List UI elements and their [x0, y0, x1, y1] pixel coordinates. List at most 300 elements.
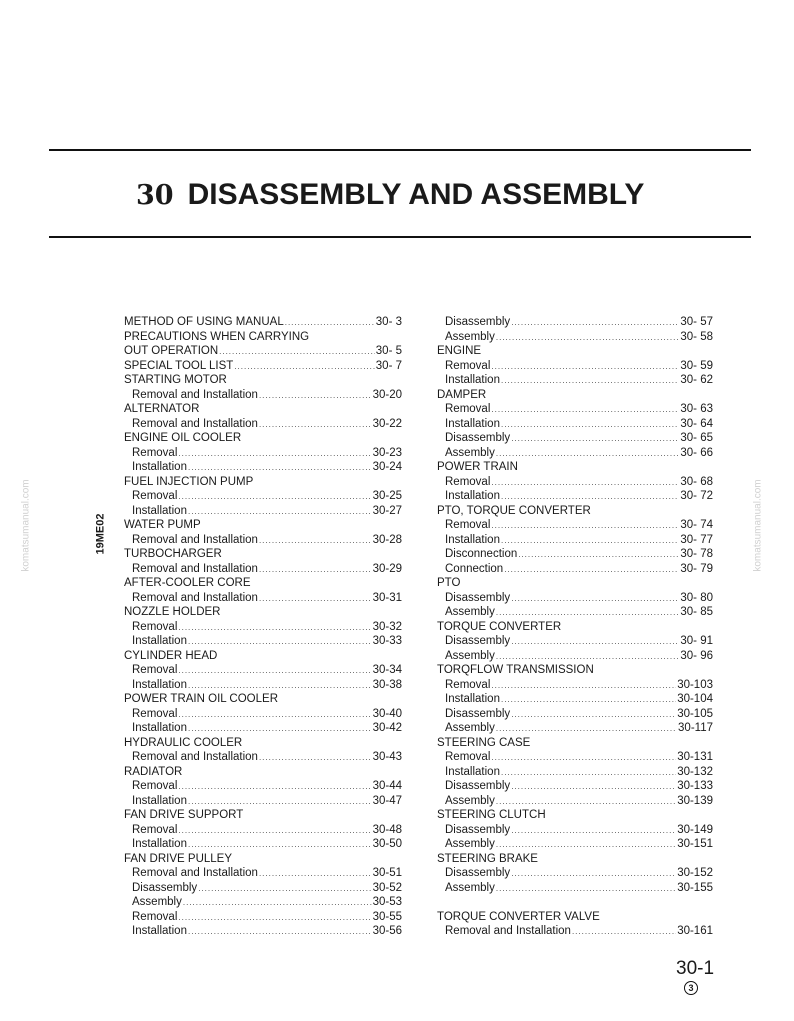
toc-entry-title: POWER TRAIN OIL COOLER: [124, 693, 278, 705]
toc-entry: [124, 388, 402, 403]
header-rule-bottom: [49, 236, 751, 238]
toc-entry-title: Removal and Installation: [132, 591, 258, 604]
toc-dot-leader: [178, 780, 371, 795]
toc-dot-leader: [198, 882, 371, 897]
toc-entry-title: FAN DRIVE PULLEY: [124, 852, 233, 865]
page-number: 30-1: [676, 958, 715, 979]
toc-page-ref: 30-56: [372, 925, 402, 937]
toc-entry: [437, 315, 713, 330]
side-document-code: 19ME02: [94, 513, 107, 555]
toc-page-ref: 30-53: [372, 896, 402, 908]
toc-page-ref: 30- 91: [680, 635, 713, 647]
toc-entry: [437, 750, 713, 765]
toc-dot-leader: [501, 766, 676, 781]
toc-entry: [437, 692, 713, 707]
toc-entry-title: NOZZLE HOLDER: [124, 606, 221, 618]
toc-entry-title: ENGINE: [437, 345, 482, 357]
toc-dot-leader: [178, 447, 371, 462]
toc-entry: [437, 562, 713, 577]
toc-entry: [437, 489, 713, 504]
toc-entry-title: Assembly: [445, 649, 495, 662]
toc-dot-leader: [491, 403, 679, 418]
toc-dot-leader: [501, 534, 679, 549]
toc-dot-leader: [496, 882, 676, 897]
toc-dot-leader: [234, 360, 374, 375]
toc-entry-title: Installation: [132, 722, 187, 734]
toc-page-ref: 30-34: [372, 664, 402, 676]
toc-entry: [124, 910, 402, 925]
toc-page-ref: 30- 66: [680, 446, 713, 459]
toc-dot-leader: [511, 432, 679, 447]
chapter-title: [136, 178, 644, 212]
toc-entry-title: Installation: [132, 678, 187, 691]
revision-mark: 3: [684, 981, 698, 995]
toc-entry-title: Installation: [445, 374, 500, 386]
toc-entry: [437, 591, 713, 606]
toc-entry: [437, 794, 713, 809]
toc-entry: [124, 707, 402, 722]
toc-entry-title: Disassembly: [445, 707, 511, 720]
toc-entry-title: CYLINDER HEAD: [124, 649, 218, 662]
toc-section-heading: [124, 315, 402, 330]
toc-section-heading: [437, 388, 713, 403]
toc-page-ref: 30- 64: [680, 417, 713, 430]
toc-section-heading: [124, 359, 402, 374]
toc-entry-title: Removal: [132, 780, 178, 792]
toc-dot-leader: [491, 751, 676, 766]
toc-dot-leader: [188, 461, 372, 476]
toc-entry-title: HYDRAULIC COOLER: [124, 736, 243, 749]
toc-page-ref: 30-22: [372, 417, 402, 430]
toc-entry-title: ENGINE OIL COOLER: [124, 432, 242, 444]
toc-page-ref: 30-105: [677, 707, 713, 720]
toc-entry: [437, 678, 713, 693]
toc-entry-title: Removal: [132, 490, 178, 502]
toc-entry-title: Installation: [132, 461, 187, 473]
toc-dot-leader: [511, 592, 679, 607]
toc-entry-title: Removal and Installation: [132, 751, 258, 763]
toc-section-heading: [124, 402, 402, 417]
toc-dot-leader: [178, 911, 371, 926]
toc-entry-title: PTO, TORQUE CONVERTER: [437, 504, 591, 517]
toc-entry-title: Removal: [132, 823, 178, 836]
toc-page-ref: 30-23: [372, 446, 402, 459]
toc-entry-title: STEERING CASE: [437, 736, 531, 749]
toc-entry: [437, 431, 713, 446]
toc-entry-title: Installation: [132, 635, 187, 647]
toc-entry: [124, 866, 402, 881]
toc-dot-leader: [491, 476, 679, 491]
toc-dot-leader: [259, 389, 372, 404]
toc-section-heading: [437, 808, 713, 823]
toc-entry-title: Removal: [445, 751, 491, 763]
toc-entry-title: POWER TRAIN: [437, 461, 518, 473]
watermark-right: komatsumanual.com: [752, 479, 764, 572]
toc-dot-leader: [518, 548, 679, 563]
toc-entry-title: STEERING BRAKE: [437, 852, 538, 865]
toc-page-ref: 30-133: [677, 780, 713, 792]
toc-page-ref: 30-24: [372, 461, 402, 473]
toc-page-ref: 30- 72: [680, 490, 713, 502]
toc-page-ref: 30- 3: [375, 316, 402, 328]
toc-entry-title: METHOD OF USING MANUAL: [124, 316, 284, 328]
toc-dot-leader: [219, 345, 375, 360]
toc-entry: [437, 721, 713, 736]
toc-entry-title: Removal and Installation: [132, 388, 258, 401]
toc-dot-leader: [188, 679, 372, 694]
toc-dot-leader: [511, 635, 679, 650]
toc-entry-title: Removal and Installation: [132, 562, 258, 575]
toc-page-ref: 30- 77: [680, 533, 713, 546]
toc-entry-title: Removal and Installation: [132, 867, 258, 879]
toc-entry: [437, 823, 713, 838]
toc-entry-title: Connection: [445, 562, 504, 575]
toc-entry: [437, 518, 713, 533]
toc-entry: [437, 605, 713, 620]
toc-entry-title: ALTERNATOR: [124, 403, 200, 415]
toc-dot-leader: [259, 867, 372, 882]
toc-entry-title: Installation: [445, 417, 500, 430]
toc-entry: [437, 924, 713, 939]
toc-section-heading: [437, 736, 713, 751]
toc-entry: [124, 794, 402, 809]
toc-entry-title: Installation: [445, 693, 500, 705]
toc-entry-title: DAMPER: [437, 388, 487, 401]
toc-entry-title: Assembly: [445, 606, 495, 618]
toc-entry-title: Removal: [445, 475, 491, 488]
toc-dot-leader: [188, 795, 372, 810]
toc-entry-title: Installation: [132, 925, 187, 937]
toc-entry-title: TORQUE CONVERTER VALVE: [437, 910, 600, 923]
toc-page-ref: 30- 85: [680, 606, 713, 618]
toc-entry-title: Disassembly: [445, 867, 511, 879]
toc-page-ref: 30-29: [372, 562, 402, 575]
toc-entry: [124, 489, 402, 504]
toc-page-ref: 30-51: [372, 867, 402, 879]
toc-section-heading: [124, 344, 402, 359]
toc-gap: [437, 895, 713, 910]
toc-section-heading: [124, 547, 402, 562]
toc-section-heading: [124, 649, 402, 664]
toc-entry: [124, 895, 402, 910]
toc-dot-leader: [188, 722, 372, 737]
toc-page-ref: 30-139: [677, 794, 713, 807]
toc-dot-leader: [501, 490, 679, 505]
toc-entry: [124, 620, 402, 635]
toc-entry: [124, 663, 402, 678]
toc-dot-leader: [259, 534, 372, 549]
toc-entry-title: Disassembly: [445, 780, 511, 792]
toc-entry-title: Assembly: [445, 794, 495, 807]
toc-entry: [437, 634, 713, 649]
toc-entry-title: Removal: [445, 678, 491, 691]
toc-page-ref: 30-52: [372, 881, 402, 894]
toc-entry-title: Disassembly: [445, 316, 511, 328]
toc-entry: [124, 837, 402, 852]
toc-page-ref: 30- 74: [680, 519, 713, 531]
toc-dot-leader: [511, 316, 679, 331]
toc-entry-title: Disconnection: [445, 548, 518, 560]
toc-page-ref: 30-104: [677, 693, 713, 705]
toc-section-heading: [437, 576, 713, 591]
toc-entry-title: Assembly: [445, 330, 495, 343]
toc-entry: [437, 359, 713, 374]
toc-entry-title: Removal: [445, 519, 491, 531]
toc-dot-leader: [259, 751, 372, 766]
toc-section-heading: [437, 852, 713, 867]
toc-dot-leader: [178, 824, 371, 839]
toc-page-ref: 30-48: [372, 823, 402, 836]
toc-section-heading: [124, 605, 402, 620]
toc-page-ref: 30-27: [372, 504, 402, 517]
toc-page-ref: 30-131: [677, 751, 713, 763]
toc-entry-title: RADIATOR: [124, 765, 183, 778]
toc-dot-leader: [491, 679, 676, 694]
toc-entry-title: Removal: [132, 707, 178, 720]
toc-entry-title: TURBOCHARGER: [124, 548, 222, 560]
toc-entry-title: Removal: [132, 446, 178, 459]
toc-dot-leader: [496, 331, 680, 346]
toc-dot-leader: [285, 316, 375, 331]
toc-entry: [437, 765, 713, 780]
toc-page-ref: 30-33: [372, 635, 402, 647]
toc-page-ref: 30-161: [677, 925, 713, 937]
toc-entry-title: SPECIAL TOOL LIST: [124, 359, 234, 372]
chapter-title-text: DISASSEMBLY AND ASSEMBLY: [187, 178, 645, 211]
toc-entry: [437, 707, 713, 722]
toc-entry: [437, 417, 713, 432]
toc-entry-title: Assembly: [445, 446, 495, 459]
toc-page-ref: 30-132: [677, 765, 713, 778]
toc-dot-leader: [178, 490, 371, 505]
toc-page-ref: 30- 80: [680, 591, 713, 604]
toc-entry-title: PRECAUTIONS WHEN CARRYING: [124, 330, 310, 343]
toc-section-heading: [124, 765, 402, 780]
toc-entry-title: Removal and Installation: [132, 417, 258, 430]
toc-entry-title: Removal and Installation: [445, 925, 571, 937]
toc-entry-title: Assembly: [445, 881, 495, 894]
toc-section-heading: [124, 475, 402, 490]
toc-section-heading: [124, 518, 402, 533]
toc-page-ref: 30- 59: [680, 359, 713, 372]
toc-section-heading: [124, 330, 402, 345]
toc-page-ref: 30-28: [372, 533, 402, 546]
toc-dot-leader: [188, 838, 372, 853]
toc-dot-leader: [178, 664, 371, 679]
header-rule-top: [49, 149, 751, 151]
toc-entry: [124, 504, 402, 519]
toc-section-heading: [437, 663, 713, 678]
toc-entry-title: Installation: [445, 765, 500, 778]
toc-entry-title: TORQUE CONVERTER: [437, 620, 562, 633]
toc-entry-title: Disassembly: [445, 432, 511, 444]
toc-dot-leader: [496, 838, 676, 853]
toc-entry-title: Removal: [132, 910, 178, 923]
toc-page-ref: 30- 68: [680, 475, 713, 488]
toc-page-ref: 30- 5: [375, 345, 402, 357]
toc-entry: [124, 721, 402, 736]
toc-dot-leader: [183, 896, 372, 911]
toc-entry: [437, 881, 713, 896]
toc-page-ref: 30-149: [677, 823, 713, 836]
toc-entry: [437, 446, 713, 461]
toc-section-heading: [124, 852, 402, 867]
toc-entry: [124, 591, 402, 606]
toc-entry: [124, 678, 402, 693]
toc-dot-leader: [496, 447, 680, 462]
toc-entry-title: PTO: [437, 577, 461, 589]
toc-entry: [124, 634, 402, 649]
toc-entry-title: Installation: [445, 533, 500, 546]
toc-entry: [124, 750, 402, 765]
toc-page-ref: 30-42: [372, 722, 402, 734]
toc-dot-leader: [178, 621, 371, 636]
toc-entry: [124, 779, 402, 794]
toc-page-ref: 30-117: [678, 722, 713, 734]
toc-dot-leader: [504, 563, 679, 578]
toc-entry-title: OUT OPERATION: [124, 345, 219, 357]
toc-dot-leader: [501, 693, 676, 708]
toc-entry: [124, 562, 402, 577]
toc-entry-title: Removal and Installation: [132, 533, 258, 546]
toc-entry-title: Installation: [132, 838, 187, 850]
toc-section-heading: [437, 460, 713, 475]
toc-entry-title: Disassembly: [445, 823, 511, 836]
toc-entry-title: Removal: [445, 359, 491, 372]
toc-page-ref: 30-47: [372, 794, 402, 807]
toc-dot-leader: [491, 519, 679, 534]
toc-entry: [437, 475, 713, 490]
toc-entry: [124, 460, 402, 475]
toc-page-ref: 30-43: [372, 751, 402, 763]
toc-page-ref: 30- 65: [680, 432, 713, 444]
toc-entry-title: Installation: [132, 504, 187, 517]
toc-section-heading: [437, 910, 713, 925]
toc-page-ref: 30-151: [677, 838, 713, 850]
toc-entry-title: Installation: [445, 490, 500, 502]
toc-page-ref: 30-38: [372, 678, 402, 691]
toc-entry-title: Removal: [132, 620, 178, 633]
toc-entry-title: Removal: [445, 403, 491, 415]
toc-section-heading: [124, 808, 402, 823]
toc-entry-title: Disassembly: [445, 591, 511, 604]
toc-entry-title: WATER PUMP: [124, 519, 201, 531]
toc-dot-leader: [501, 418, 679, 433]
toc-page-ref: 30-25: [372, 490, 402, 502]
toc-entry-title: Assembly: [132, 896, 182, 908]
watermark-left: komatsumanual.com: [20, 479, 32, 572]
toc-entry: [124, 881, 402, 896]
toc-dot-leader: [496, 650, 680, 665]
toc-dot-leader: [496, 795, 676, 810]
toc-right-column: [437, 315, 713, 939]
toc-entry-title: Disassembly: [132, 881, 198, 894]
toc-dot-leader: [511, 708, 676, 723]
toc-page-ref: 30- 7: [375, 359, 402, 372]
toc-entry: [124, 533, 402, 548]
toc-entry: [124, 924, 402, 939]
toc-left-column: [124, 315, 402, 939]
toc-entry-title: Assembly: [445, 838, 495, 850]
toc-entry-title: Assembly: [445, 722, 495, 734]
toc-section-heading: [124, 692, 402, 707]
toc-section-heading: [124, 736, 402, 751]
toc-entry: [437, 402, 713, 417]
toc-dot-leader: [188, 635, 372, 650]
toc-section-heading: [124, 431, 402, 446]
toc-dot-leader: [188, 925, 372, 940]
toc-section-heading: [437, 620, 713, 635]
toc-page-ref: 30- 57: [680, 316, 713, 328]
toc-entry: [437, 330, 713, 345]
toc-dot-leader: [188, 505, 372, 520]
toc-entry-title: AFTER-COOLER CORE: [124, 577, 251, 589]
toc-entry: [437, 649, 713, 664]
toc-section-heading: [124, 373, 402, 388]
toc-entry: [124, 446, 402, 461]
toc-dot-leader: [178, 708, 371, 723]
toc-entry: [124, 823, 402, 838]
toc-page-ref: 30- 63: [680, 403, 713, 415]
toc-section-heading: [437, 344, 713, 359]
toc-page-ref: 30-155: [677, 881, 713, 894]
toc-page-ref: 30- 58: [680, 330, 713, 343]
toc-dot-leader: [259, 592, 372, 607]
toc-dot-leader: [496, 722, 677, 737]
toc-page-ref: 30- 78: [680, 548, 713, 560]
toc-page-ref: 30-152: [677, 867, 713, 879]
toc-entry-title: FUEL INJECTION PUMP: [124, 475, 254, 488]
toc-dot-leader: [259, 418, 372, 433]
toc-page-ref: 30-50: [372, 838, 402, 850]
toc-dot-leader: [572, 925, 676, 940]
toc-dot-leader: [259, 563, 372, 578]
toc-entry-title: FAN DRIVE SUPPORT: [124, 809, 244, 821]
toc-dot-leader: [501, 374, 679, 389]
toc-page-ref: 30-55: [372, 910, 402, 923]
toc-entry: [437, 547, 713, 562]
toc-entry-title: Disassembly: [445, 635, 511, 647]
toc-page-ref: 30- 79: [680, 562, 713, 575]
toc-entry: [437, 533, 713, 548]
toc-entry: [437, 866, 713, 881]
toc-dot-leader: [511, 824, 676, 839]
toc-dot-leader: [496, 606, 680, 621]
toc-entry-title: STEERING CLUTCH: [437, 809, 546, 821]
toc-dot-leader: [491, 360, 679, 375]
toc-page-ref: 30-44: [372, 780, 402, 792]
toc-entry-title: Installation: [132, 794, 187, 807]
toc-page-ref: 30-40: [372, 707, 402, 720]
toc-section-heading: [124, 576, 402, 591]
toc-entry: [437, 779, 713, 794]
toc-dot-leader: [511, 780, 676, 795]
toc-entry-title: Removal: [132, 664, 178, 676]
toc-entry-title: TORQFLOW TRANSMISSION: [437, 664, 594, 676]
toc-page-ref: 30- 96: [680, 649, 713, 662]
toc-dot-leader: [511, 867, 676, 882]
toc-section-heading: [437, 504, 713, 519]
toc-entry: [437, 837, 713, 852]
toc-page-ref: 30-32: [372, 620, 402, 633]
toc-entry: [124, 417, 402, 432]
toc-page-ref: 30-31: [372, 591, 402, 604]
toc-entry-title: STARTING MOTOR: [124, 374, 227, 386]
toc-page-ref: 30-20: [372, 388, 402, 401]
toc-page-ref: 30- 62: [680, 374, 713, 386]
toc-entry: [437, 373, 713, 388]
chapter-number: 30: [136, 180, 174, 211]
